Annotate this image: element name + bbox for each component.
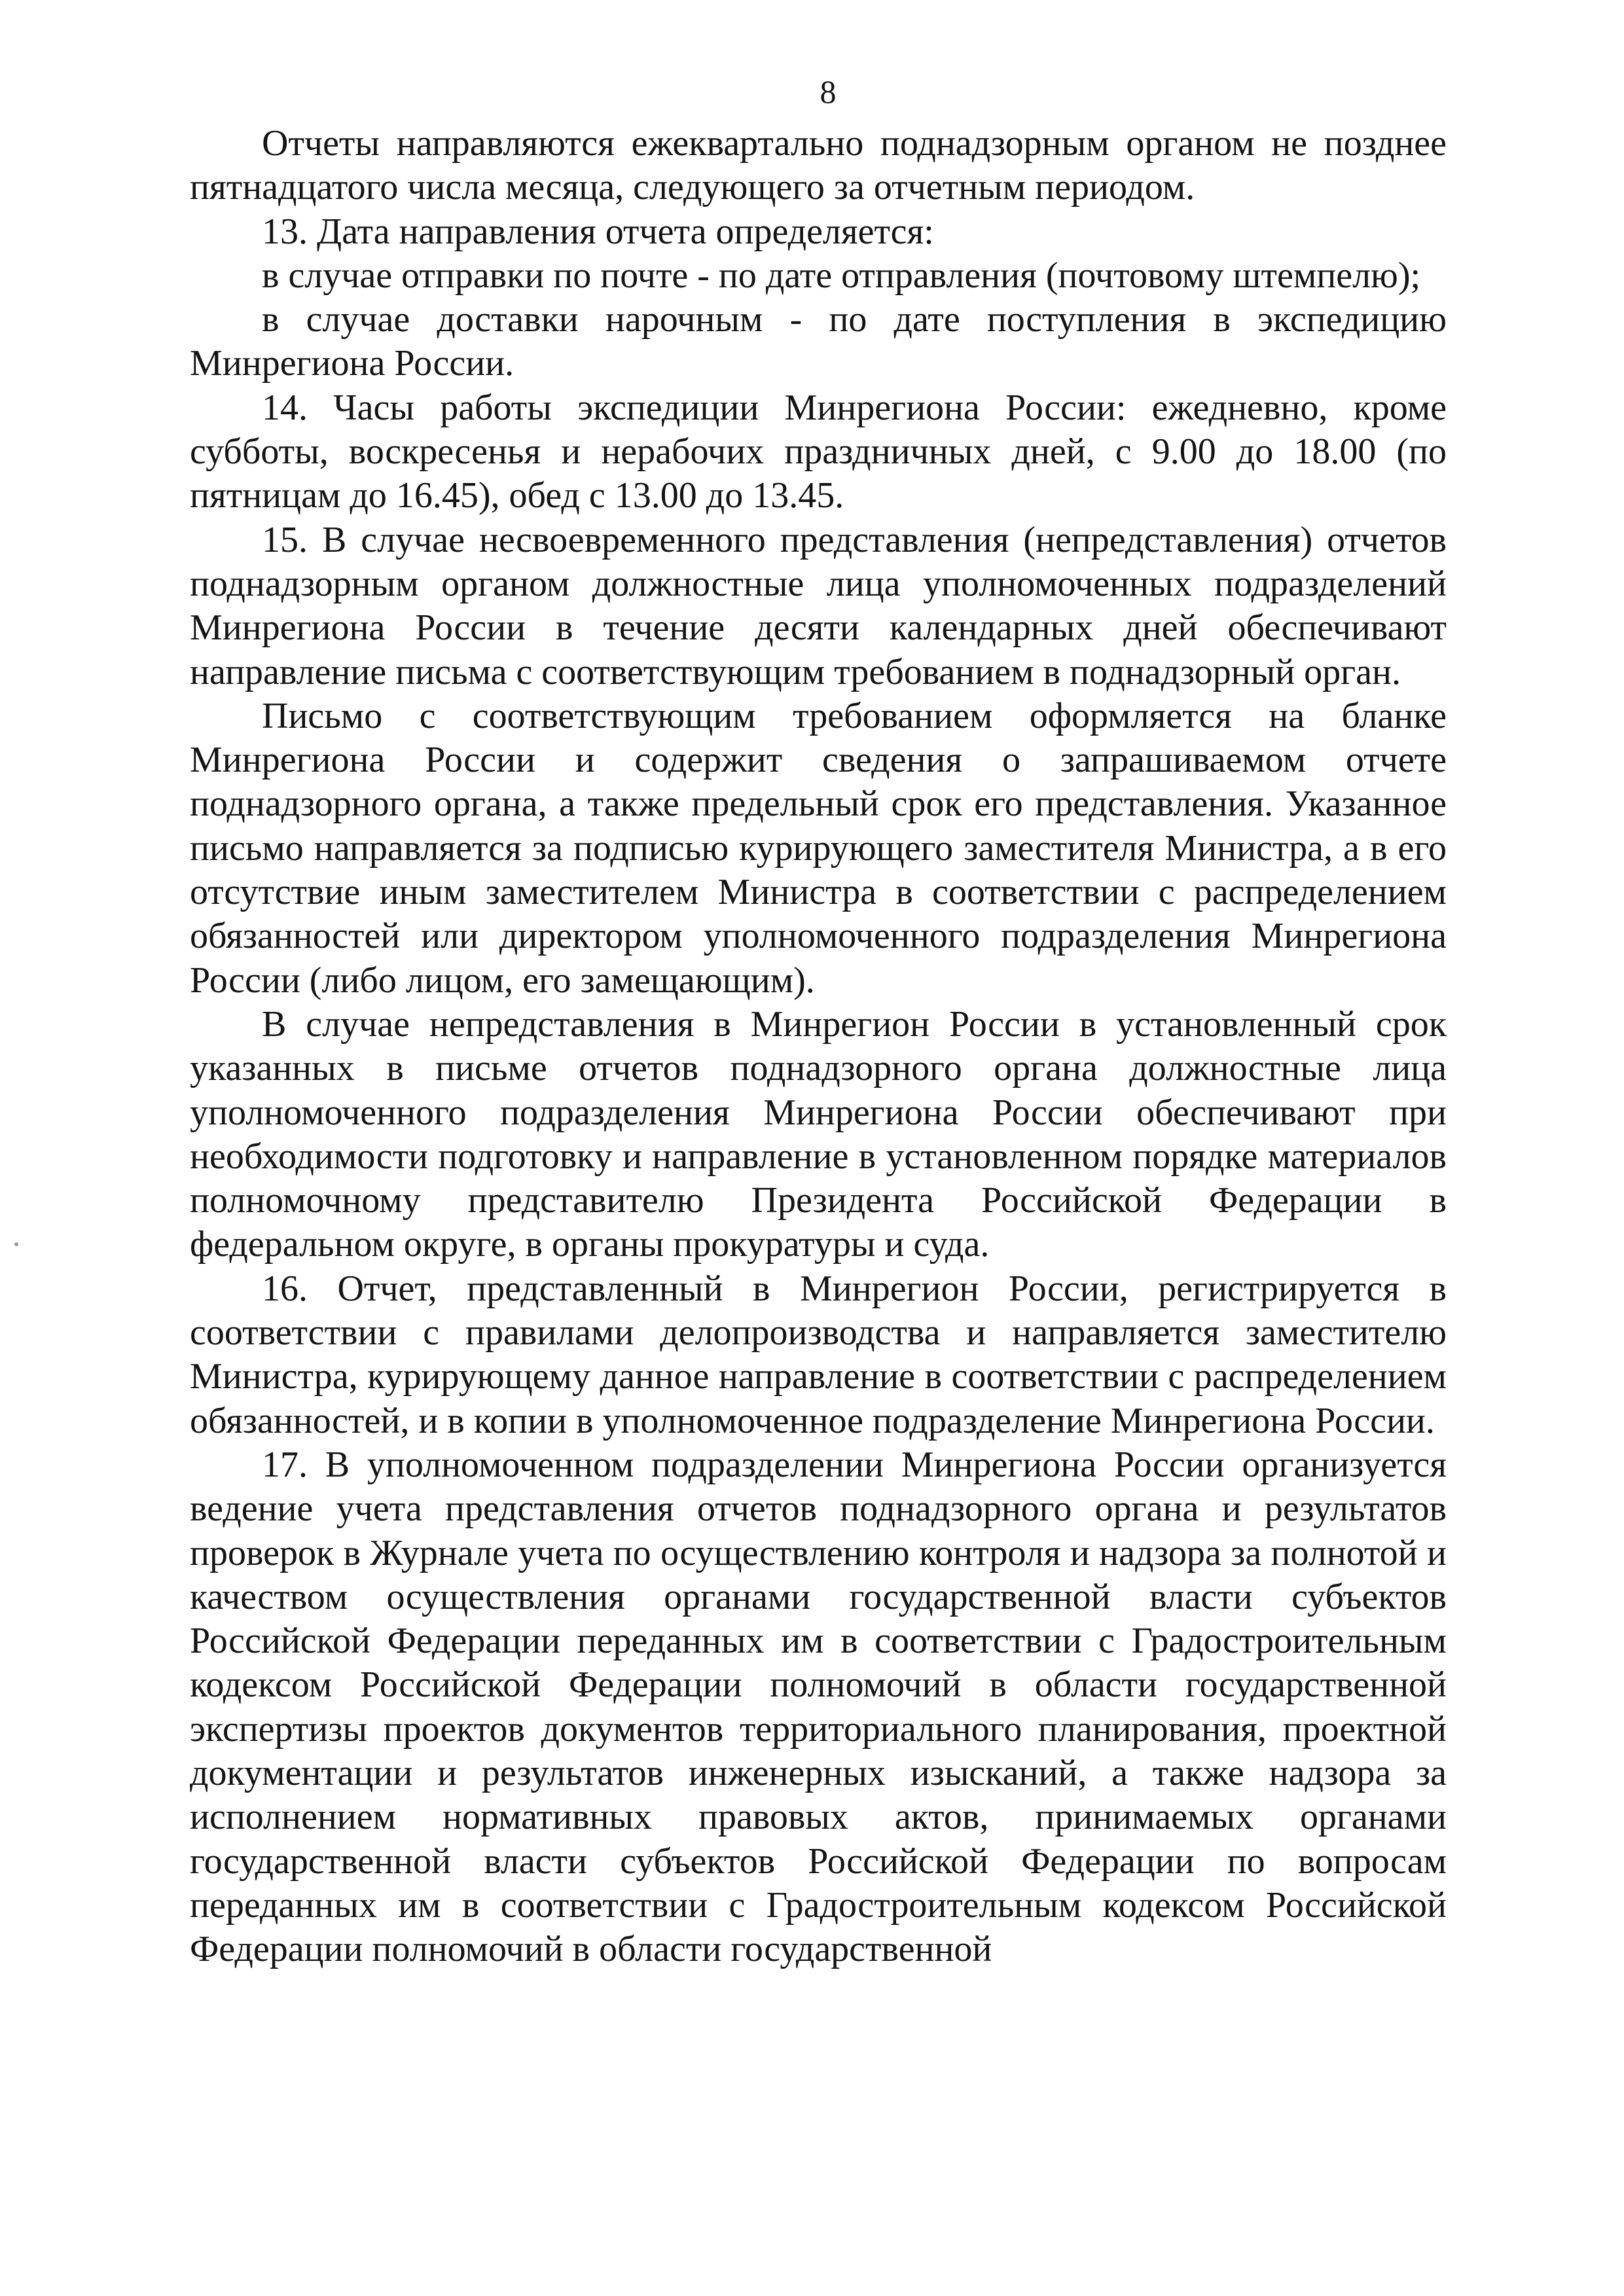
paragraph-13-mail: в случае отправки по почте - по дате отправления (почтовому штемпелю);: [262, 255, 1421, 296]
paragraph-15-request-letter: Письмо с соответствующим требованием оформляется на бланке Минрегиона России и содержит сведения о запрашиваемом отчете поднадзорного органа, а также предельный срок его представления. Указанное письмо направляется за подписью курирующего заместителя Министра, а в его отсутствие иным заместителем Министра в соответствии с распределением обязанностей или директором уполномоченного подразделения Минрегиона России (либо лицом, его замещающим).: [190, 695, 1447, 1001]
paragraph-17-accounting: 17. В уполномоченном подразделении Минрегиона России организуется ведение учета представления отчетов поднадзорного органа и результатов проверок в Журнале учета по осуществлению контроля и надзора за полнотой и качеством осуществления органами государственной власти субъектов Российской Федерации переданных им в соответствии с Градостроительным кодексом Российской Федерации полномочий в области государственной экспертизы проектов документов территориального планирования, проектной документации и результатов инженерных изысканий, а также надзора за исполнением нормативных правовых актов, принимаемых органами государственной власти субъектов Российской Федерации по вопросам переданных им в соответствии с Градостроительным кодексом Российской Федерации полномочий в области государственной: [190, 1444, 1447, 1970]
paragraph-14-office-hours: 14. Часы работы экспедиции Минрегиона России: ежедневно, кроме субботы, воскресенья и нерабочих праздничных дней, с 9.00 до 18.00 (по пятницам до 16.45), обед с 13.00 до 13.45.: [190, 387, 1447, 516]
paragraph-15-non-submission: В случае непредставления в Минрегион России в установленный срок указанных в письме отчетов поднадзорного органа должностные лица уполномоченного подразделения Минрегиона России обеспечивают при необходимости подготовку и направление в установленном порядке материалов полномочному представителю Президента Российской Федерации в федеральном округе, в органы прокуратуры и суда.: [190, 1003, 1447, 1265]
paragraph-16-registration: 16. Отчет, представленный в Минрегион России, регистрируется в соответствии с правилами делопроизводства и направляется заместителю Министра, курирующему данное направление в соответствии с распределением обязанностей, и в копии в уполномоченное подразделение Минрегиона России.: [190, 1268, 1447, 1441]
page-number: 8: [820, 73, 837, 110]
paragraph-15-late-reports: 15. В случае несвоевременного представления (непредставления) отчетов поднадзорным органом должностные лица уполномоченных подразделений Минрегиона России в течение десяти календарных дней обеспечивают направление письма с соответствующим требованием в поднадзорный орган.: [190, 519, 1447, 692]
paragraph-13-date-determination: 13. Дата направления отчета определяется:: [262, 211, 934, 252]
paragraph-reports-deadline: Отчеты направляются ежеквартально поднадзорным органом не позднее пятнадцатого числа месяца, следующего за отчетным периодом.: [190, 123, 1447, 208]
paragraph-13-courier: в случае доставки нарочным - по дате поступления в экспедицию Минрегиона России.: [190, 299, 1447, 384]
scan-speck: [14, 1242, 18, 1246]
document-body: [190, 122, 1447, 1971]
